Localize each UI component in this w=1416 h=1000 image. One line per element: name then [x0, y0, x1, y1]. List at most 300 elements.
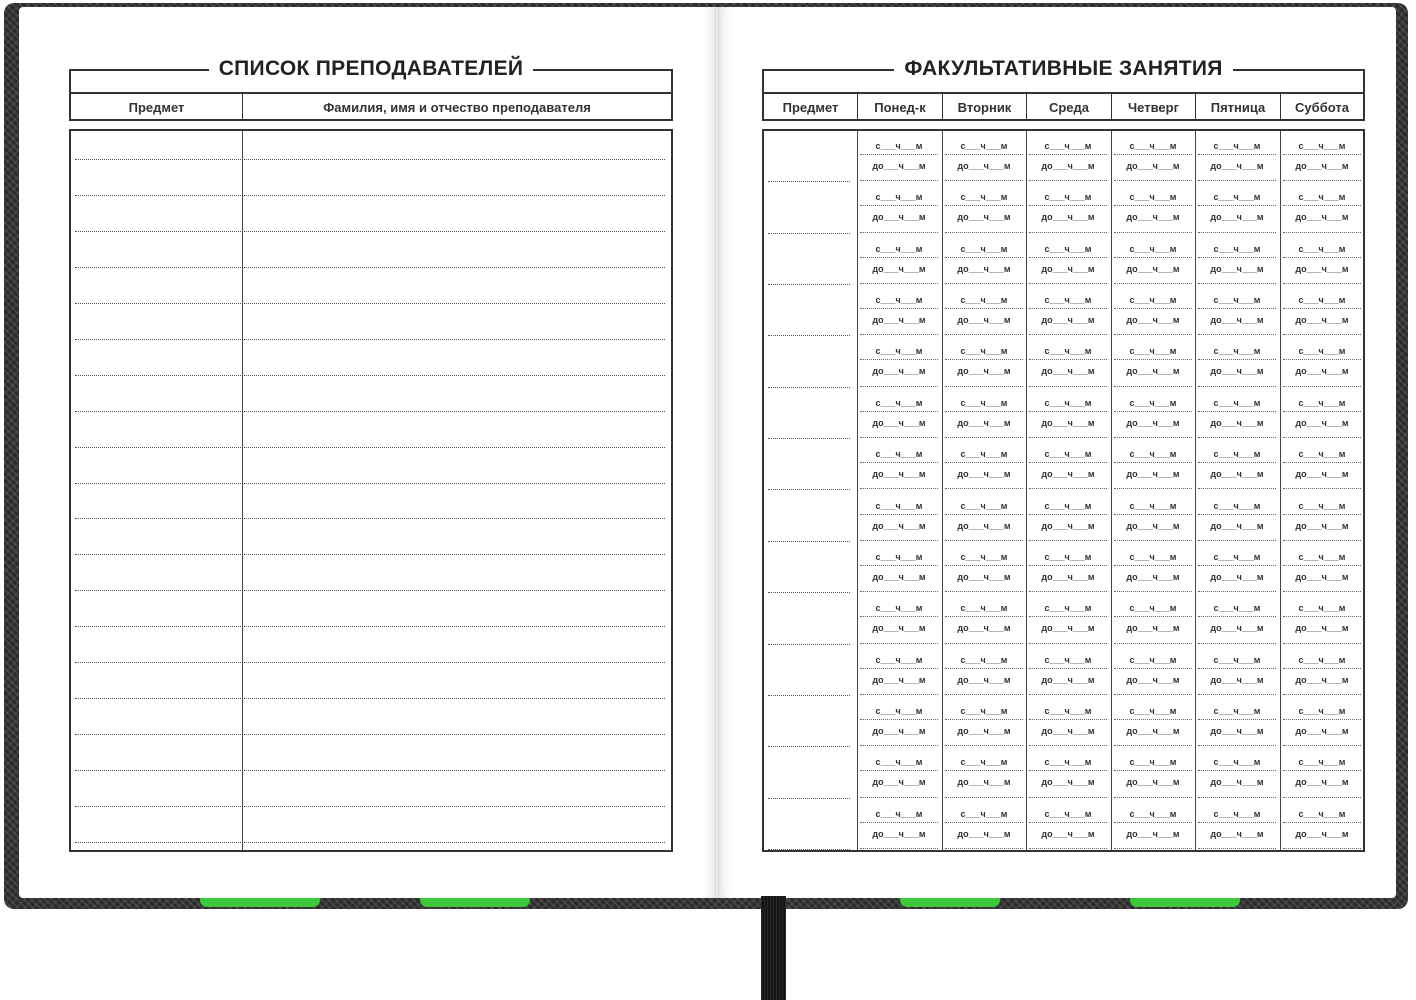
slot-divider	[945, 514, 1023, 515]
time-from-field[interactable]: с___ч___м	[1129, 192, 1177, 202]
time-to-field[interactable]: до___ч___м	[1041, 675, 1095, 685]
slot-divider	[1283, 719, 1361, 720]
slot-divider	[860, 770, 938, 771]
time-to-field[interactable]: до___ч___м	[1295, 521, 1349, 531]
time-to-field[interactable]: до___ч___м	[872, 469, 926, 479]
time-from-field[interactable]: с___ч___м	[1213, 346, 1261, 356]
table-row[interactable]	[768, 592, 850, 593]
slot-divider	[1114, 797, 1192, 798]
time-from-field[interactable]: с___ч___м	[1044, 244, 1092, 254]
time-to-field[interactable]: до___ч___м	[957, 572, 1011, 582]
time-to-field[interactable]: до___ч___м	[1295, 777, 1349, 787]
time-to-field[interactable]: до___ч___м	[1295, 675, 1349, 685]
time-to-field[interactable]: до___ч___м	[1210, 366, 1264, 376]
slot-divider	[1283, 616, 1361, 617]
time-from-field[interactable]: с___ч___м	[1213, 757, 1261, 767]
time-to-field[interactable]: до___ч___м	[1295, 418, 1349, 428]
time-to-field[interactable]: до___ч___м	[1126, 777, 1180, 787]
slot-divider	[945, 488, 1023, 489]
time-to-field[interactable]: до___ч___м	[957, 315, 1011, 325]
time-from-field[interactable]: с___ч___м	[1298, 809, 1346, 819]
time-to-field[interactable]: до___ч___м	[1126, 418, 1180, 428]
time-to-field[interactable]: до___ч___м	[1295, 315, 1349, 325]
time-to-field[interactable]: до___ч___м	[872, 726, 926, 736]
slot-divider	[860, 386, 938, 387]
slot-divider	[860, 745, 938, 746]
time-to-field[interactable]: до___ч___м	[1041, 572, 1095, 582]
column-divider	[1195, 131, 1196, 850]
time-from-field[interactable]: с___ч___м	[875, 757, 923, 767]
time-to-field[interactable]: до___ч___м	[1295, 572, 1349, 582]
time-from-field[interactable]: с___ч___м	[1298, 141, 1346, 151]
slot-divider	[1283, 591, 1361, 592]
time-to-field[interactable]: до___ч___м	[957, 418, 1011, 428]
time-to-field[interactable]: до___ч___м	[1126, 572, 1180, 582]
slot-divider	[1283, 232, 1361, 233]
time-to-field[interactable]: до___ч___м	[1041, 418, 1095, 428]
slot-divider	[1114, 822, 1192, 823]
table-row[interactable]	[75, 267, 665, 268]
slot-divider	[1283, 565, 1361, 566]
time-from-field[interactable]: с___ч___м	[875, 295, 923, 305]
time-from-field[interactable]: с___ч___м	[960, 398, 1008, 408]
table-row[interactable]	[768, 335, 850, 336]
time-to-field[interactable]: до___ч___м	[872, 521, 926, 531]
time-to-field[interactable]: до___ч___м	[1041, 264, 1095, 274]
time-from-field[interactable]: с___ч___м	[960, 141, 1008, 151]
time-to-field[interactable]: до___ч___м	[957, 726, 1011, 736]
time-to-field[interactable]: до___ч___м	[872, 777, 926, 787]
time-from-field[interactable]: с___ч___м	[1298, 552, 1346, 562]
time-to-field[interactable]: до___ч___м	[1210, 418, 1264, 428]
slot-divider	[1114, 359, 1192, 360]
slot-divider	[860, 643, 938, 644]
time-to-field[interactable]: до___ч___м	[1210, 572, 1264, 582]
slot-divider	[1029, 283, 1107, 284]
time-to-field[interactable]: до___ч___м	[1295, 212, 1349, 222]
slot-divider	[1029, 514, 1107, 515]
time-from-field[interactable]: с___ч___м	[875, 655, 923, 665]
table-row[interactable]	[768, 798, 850, 799]
time-from-field[interactable]: с___ч___м	[1044, 706, 1092, 716]
column-divider	[857, 131, 858, 850]
slot-divider	[1114, 232, 1192, 233]
slot-divider	[945, 719, 1023, 720]
time-to-field[interactable]: до___ч___м	[1126, 315, 1180, 325]
time-from-field[interactable]: с___ч___м	[1213, 706, 1261, 716]
time-from-field[interactable]: с___ч___м	[1129, 706, 1177, 716]
time-from-field[interactable]: с___ч___м	[1298, 295, 1346, 305]
electives-table	[762, 129, 1365, 852]
teachers-header	[69, 57, 673, 121]
time-to-field[interactable]: до___ч___м	[1295, 161, 1349, 171]
time-from-field[interactable]: с___ч___м	[1129, 398, 1177, 408]
table-row[interactable]	[75, 842, 665, 843]
slot-divider	[945, 283, 1023, 284]
slot-divider	[1114, 540, 1192, 541]
time-from-field[interactable]: с___ч___м	[875, 346, 923, 356]
time-from-field[interactable]: с___ч___м	[1044, 449, 1092, 459]
time-to-field[interactable]: до___ч___м	[957, 161, 1011, 171]
slot-divider	[945, 386, 1023, 387]
time-to-field[interactable]: до___ч___м	[872, 366, 926, 376]
slot-divider	[1283, 770, 1361, 771]
table-row[interactable]	[75, 554, 665, 555]
slot-divider	[860, 154, 938, 155]
time-from-field[interactable]: с___ч___м	[1213, 655, 1261, 665]
slot-divider	[1198, 359, 1276, 360]
slot-divider	[1198, 205, 1276, 206]
time-from-field[interactable]: с___ч___м	[1213, 603, 1261, 613]
time-from-field[interactable]: с___ч___м	[1044, 552, 1092, 562]
time-from-field[interactable]: с___ч___м	[1129, 552, 1177, 562]
table-row[interactable]	[768, 181, 850, 182]
time-from-field[interactable]: с___ч___м	[960, 706, 1008, 716]
slot-divider	[1283, 386, 1361, 387]
time-from-field[interactable]: с___ч___м	[1129, 244, 1177, 254]
slot-divider	[1198, 616, 1276, 617]
time-from-field[interactable]: с___ч___м	[1129, 757, 1177, 767]
column-divider	[1026, 131, 1027, 850]
time-from-field[interactable]: с___ч___м	[1044, 757, 1092, 767]
slot-divider	[1198, 411, 1276, 412]
table-row[interactable]	[768, 644, 850, 645]
time-from-field[interactable]: с___ч___м	[1298, 603, 1346, 613]
time-from-field[interactable]: с___ч___м	[960, 449, 1008, 459]
slot-divider	[1114, 180, 1192, 181]
slot-divider	[860, 822, 938, 823]
slot-divider	[860, 359, 938, 360]
slot-divider	[1029, 257, 1107, 258]
time-to-field[interactable]: до___ч___м	[1210, 829, 1264, 839]
time-to-field[interactable]: до___ч___м	[1041, 829, 1095, 839]
time-from-field[interactable]: с___ч___м	[875, 244, 923, 254]
bookmark-ribbon[interactable]	[761, 896, 786, 1000]
time-to-field[interactable]: до___ч___м	[957, 264, 1011, 274]
time-from-field[interactable]: с___ч___м	[1213, 809, 1261, 819]
time-to-field[interactable]: до___ч___м	[1041, 623, 1095, 633]
slot-divider	[1114, 694, 1192, 695]
slot-divider	[860, 616, 938, 617]
time-from-field[interactable]: с___ч___м	[875, 398, 923, 408]
time-from-field[interactable]: с___ч___м	[960, 192, 1008, 202]
table-row[interactable]	[768, 233, 850, 234]
time-to-field[interactable]: до___ч___м	[957, 521, 1011, 531]
slot-divider	[860, 437, 938, 438]
time-to-field[interactable]: до___ч___м	[1126, 469, 1180, 479]
time-from-field[interactable]: с___ч___м	[960, 295, 1008, 305]
time-to-field[interactable]: до___ч___м	[1041, 777, 1095, 787]
time-to-field[interactable]: до___ч___м	[1210, 264, 1264, 274]
time-from-field[interactable]: с___ч___м	[960, 809, 1008, 819]
time-from-field[interactable]: с___ч___м	[1213, 449, 1261, 459]
time-from-field[interactable]: с___ч___м	[1044, 809, 1092, 819]
slot-divider	[1114, 205, 1192, 206]
time-to-field[interactable]: до___ч___м	[1126, 623, 1180, 633]
slot-divider	[1283, 745, 1361, 746]
slot-divider	[1114, 334, 1192, 335]
slot-divider	[945, 257, 1023, 258]
table-row[interactable]	[768, 746, 850, 747]
table-row[interactable]	[768, 438, 850, 439]
slot-divider	[1283, 205, 1361, 206]
time-to-field[interactable]: до___ч___м	[872, 829, 926, 839]
column-divider	[1111, 131, 1112, 850]
time-from-field[interactable]: с___ч___м	[1129, 295, 1177, 305]
slot-divider	[860, 232, 938, 233]
time-to-field[interactable]: до___ч___м	[1295, 623, 1349, 633]
column-header: Вторник	[942, 94, 1026, 121]
slot-divider	[860, 205, 938, 206]
time-from-field[interactable]: с___ч___м	[960, 757, 1008, 767]
time-from-field[interactable]: с___ч___м	[1044, 192, 1092, 202]
time-to-field[interactable]: до___ч___м	[957, 675, 1011, 685]
slot-divider	[945, 643, 1023, 644]
time-from-field[interactable]: с___ч___м	[1044, 398, 1092, 408]
time-from-field[interactable]: с___ч___м	[1044, 295, 1092, 305]
slot-divider	[1029, 540, 1107, 541]
time-to-field[interactable]: до___ч___м	[1210, 521, 1264, 531]
table-row[interactable]	[75, 447, 665, 448]
time-from-field[interactable]: с___ч___м	[1298, 244, 1346, 254]
time-to-field[interactable]: до___ч___м	[1126, 212, 1180, 222]
time-from-field[interactable]: с___ч___м	[875, 603, 923, 613]
table-row[interactable]	[75, 806, 665, 807]
slot-divider	[1029, 308, 1107, 309]
slot-divider	[945, 154, 1023, 155]
slot-divider	[1283, 437, 1361, 438]
page-title: ФАКУЛЬТАТИВНЫЕ ЗАНЯТИЯ	[764, 57, 1363, 81]
slot-divider	[1029, 591, 1107, 592]
slot-divider	[1198, 232, 1276, 233]
time-from-field[interactable]: с___ч___м	[1213, 398, 1261, 408]
column-divider	[242, 131, 243, 850]
time-from-field[interactable]: с___ч___м	[1298, 398, 1346, 408]
time-to-field[interactable]: до___ч___м	[1041, 726, 1095, 736]
time-to-field[interactable]: до___ч___м	[1210, 623, 1264, 633]
slot-divider	[945, 616, 1023, 617]
slot-divider	[1198, 308, 1276, 309]
time-to-field[interactable]: до___ч___м	[1295, 366, 1349, 376]
time-from-field[interactable]: с___ч___м	[1129, 449, 1177, 459]
column-divider	[1280, 131, 1281, 850]
slot-divider	[860, 540, 938, 541]
time-from-field[interactable]: с___ч___м	[875, 449, 923, 459]
time-to-field[interactable]: до___ч___м	[1126, 675, 1180, 685]
time-to-field[interactable]: до___ч___м	[1210, 675, 1264, 685]
time-from-field[interactable]: с___ч___м	[1044, 501, 1092, 511]
table-row[interactable]	[768, 387, 850, 388]
time-to-field[interactable]: до___ч___м	[872, 264, 926, 274]
time-to-field[interactable]: до___ч___м	[1126, 521, 1180, 531]
time-from-field[interactable]: с___ч___м	[1298, 346, 1346, 356]
slot-divider	[860, 180, 938, 181]
table-row[interactable]	[75, 231, 665, 232]
time-from-field[interactable]: с___ч___м	[1044, 603, 1092, 613]
time-from-field[interactable]: с___ч___м	[1044, 141, 1092, 151]
slot-divider	[1283, 334, 1361, 335]
time-to-field[interactable]: до___ч___м	[872, 418, 926, 428]
time-to-field[interactable]: до___ч___м	[1210, 161, 1264, 171]
time-from-field[interactable]: с___ч___м	[1298, 757, 1346, 767]
table-row[interactable]	[75, 159, 665, 160]
slot-divider	[1114, 462, 1192, 463]
time-from-field[interactable]: с___ч___м	[1213, 141, 1261, 151]
table-row[interactable]	[75, 518, 665, 519]
time-to-field[interactable]: до___ч___м	[1126, 366, 1180, 376]
table-row[interactable]	[75, 734, 665, 735]
slot-divider	[860, 283, 938, 284]
time-to-field[interactable]: до___ч___м	[957, 777, 1011, 787]
slot-divider	[1198, 334, 1276, 335]
slot-divider	[1198, 540, 1276, 541]
table-row[interactable]	[768, 541, 850, 542]
time-from-field[interactable]: с___ч___м	[1129, 501, 1177, 511]
time-to-field[interactable]: до___ч___м	[872, 675, 926, 685]
time-from-field[interactable]: с___ч___м	[960, 346, 1008, 356]
time-from-field[interactable]: с___ч___м	[960, 501, 1008, 511]
time-from-field[interactable]: с___ч___м	[875, 192, 923, 202]
time-from-field[interactable]: с___ч___м	[1298, 655, 1346, 665]
time-from-field[interactable]: с___ч___м	[875, 141, 923, 151]
time-to-field[interactable]: до___ч___м	[957, 623, 1011, 633]
table-row[interactable]	[75, 698, 665, 699]
time-from-field[interactable]: с___ч___м	[1213, 295, 1261, 305]
slot-divider	[1114, 386, 1192, 387]
time-to-field[interactable]: до___ч___м	[1041, 366, 1095, 376]
slot-divider	[1198, 719, 1276, 720]
slot-divider	[1198, 437, 1276, 438]
table-row[interactable]	[75, 590, 665, 591]
time-from-field[interactable]: с___ч___м	[1129, 603, 1177, 613]
slot-divider	[1198, 283, 1276, 284]
slot-divider	[1198, 154, 1276, 155]
slot-divider	[1283, 643, 1361, 644]
time-from-field[interactable]: с___ч___м	[1298, 501, 1346, 511]
time-from-field[interactable]: с___ч___м	[1213, 244, 1261, 254]
slot-divider	[1029, 462, 1107, 463]
time-to-field[interactable]: до___ч___м	[1210, 469, 1264, 479]
slot-divider	[1029, 797, 1107, 798]
time-from-field[interactable]: с___ч___м	[1129, 346, 1177, 356]
time-to-field[interactable]: до___ч___м	[1210, 777, 1264, 787]
time-to-field[interactable]: до___ч___м	[872, 623, 926, 633]
slot-divider	[1283, 411, 1361, 412]
table-row[interactable]	[75, 375, 665, 376]
slot-divider	[1114, 283, 1192, 284]
time-to-field[interactable]: до___ч___м	[1126, 161, 1180, 171]
time-from-field[interactable]: с___ч___м	[1298, 706, 1346, 716]
table-row[interactable]	[768, 284, 850, 285]
table-row[interactable]	[768, 489, 850, 490]
time-to-field[interactable]: до___ч___м	[872, 212, 926, 222]
time-to-field[interactable]: до___ч___м	[1295, 469, 1349, 479]
time-to-field[interactable]: до___ч___м	[1126, 264, 1180, 274]
time-to-field[interactable]: до___ч___м	[1041, 469, 1095, 479]
table-row[interactable]	[75, 303, 665, 304]
time-from-field[interactable]: с___ч___м	[1044, 655, 1092, 665]
time-to-field[interactable]: до___ч___м	[957, 366, 1011, 376]
time-from-field[interactable]: с___ч___м	[960, 552, 1008, 562]
time-from-field[interactable]: с___ч___м	[875, 552, 923, 562]
time-from-field[interactable]: с___ч___м	[960, 655, 1008, 665]
time-from-field[interactable]: с___ч___м	[1129, 655, 1177, 665]
table-row[interactable]	[768, 849, 850, 850]
time-from-field[interactable]: с___ч___м	[875, 501, 923, 511]
slot-divider	[1029, 719, 1107, 720]
time-to-field[interactable]: до___ч___м	[1126, 829, 1180, 839]
time-to-field[interactable]: до___ч___м	[1041, 212, 1095, 222]
time-to-field[interactable]: до___ч___м	[872, 572, 926, 582]
time-from-field[interactable]: с___ч___м	[960, 244, 1008, 254]
slot-divider	[945, 437, 1023, 438]
time-to-field[interactable]: до___ч___м	[1295, 726, 1349, 736]
table-row[interactable]	[75, 662, 665, 663]
table-row[interactable]	[75, 195, 665, 196]
time-from-field[interactable]: с___ч___м	[1129, 141, 1177, 151]
slot-divider	[860, 411, 938, 412]
time-to-field[interactable]: до___ч___м	[1210, 212, 1264, 222]
time-from-field[interactable]: с___ч___м	[1213, 501, 1261, 511]
table-row[interactable]	[75, 339, 665, 340]
table-row[interactable]	[75, 411, 665, 412]
electives-header	[762, 57, 1365, 121]
time-from-field[interactable]: с___ч___м	[875, 706, 923, 716]
time-from-field[interactable]: с___ч___м	[1044, 346, 1092, 356]
time-to-field[interactable]: до___ч___м	[1041, 315, 1095, 325]
slot-divider	[1283, 694, 1361, 695]
time-from-field[interactable]: с___ч___м	[875, 809, 923, 819]
time-to-field[interactable]: до___ч___м	[957, 829, 1011, 839]
time-from-field[interactable]: с___ч___м	[1298, 449, 1346, 459]
time-from-field[interactable]: с___ч___м	[960, 603, 1008, 613]
slot-divider	[1114, 643, 1192, 644]
time-to-field[interactable]: до___ч___м	[1295, 829, 1349, 839]
time-to-field[interactable]: до___ч___м	[872, 161, 926, 171]
time-to-field[interactable]: до___ч___м	[957, 469, 1011, 479]
time-from-field[interactable]: с___ч___м	[1129, 809, 1177, 819]
slot-divider	[1029, 694, 1107, 695]
slot-divider	[945, 308, 1023, 309]
table-row[interactable]	[75, 626, 665, 627]
time-from-field[interactable]: с___ч___м	[1213, 552, 1261, 562]
time-to-field[interactable]: до___ч___м	[957, 212, 1011, 222]
slot-divider	[1029, 411, 1107, 412]
time-to-field[interactable]: до___ч___м	[1041, 521, 1095, 531]
slot-divider	[1029, 205, 1107, 206]
time-to-field[interactable]: до___ч___м	[1126, 726, 1180, 736]
table-row[interactable]	[75, 483, 665, 484]
slot-divider	[1198, 668, 1276, 669]
slot-divider	[1114, 257, 1192, 258]
slot-divider	[860, 719, 938, 720]
slot-divider	[1198, 848, 1276, 849]
time-from-field[interactable]: с___ч___м	[1213, 192, 1261, 202]
time-to-field[interactable]: до___ч___м	[1295, 264, 1349, 274]
time-from-field[interactable]: с___ч___м	[1298, 192, 1346, 202]
column-header: Понед-к	[857, 94, 942, 121]
time-to-field[interactable]: до___ч___м	[1210, 315, 1264, 325]
page-title: СПИСОК ПРЕПОДАВАТЕЛЕЙ	[71, 57, 671, 81]
slot-divider	[1114, 514, 1192, 515]
table-row[interactable]	[768, 695, 850, 696]
time-to-field[interactable]: до___ч___м	[1041, 161, 1095, 171]
slot-divider	[1114, 770, 1192, 771]
table-row[interactable]	[75, 770, 665, 771]
slot-divider	[945, 822, 1023, 823]
time-to-field[interactable]: до___ч___м	[872, 315, 926, 325]
time-to-field[interactable]: до___ч___м	[1210, 726, 1264, 736]
